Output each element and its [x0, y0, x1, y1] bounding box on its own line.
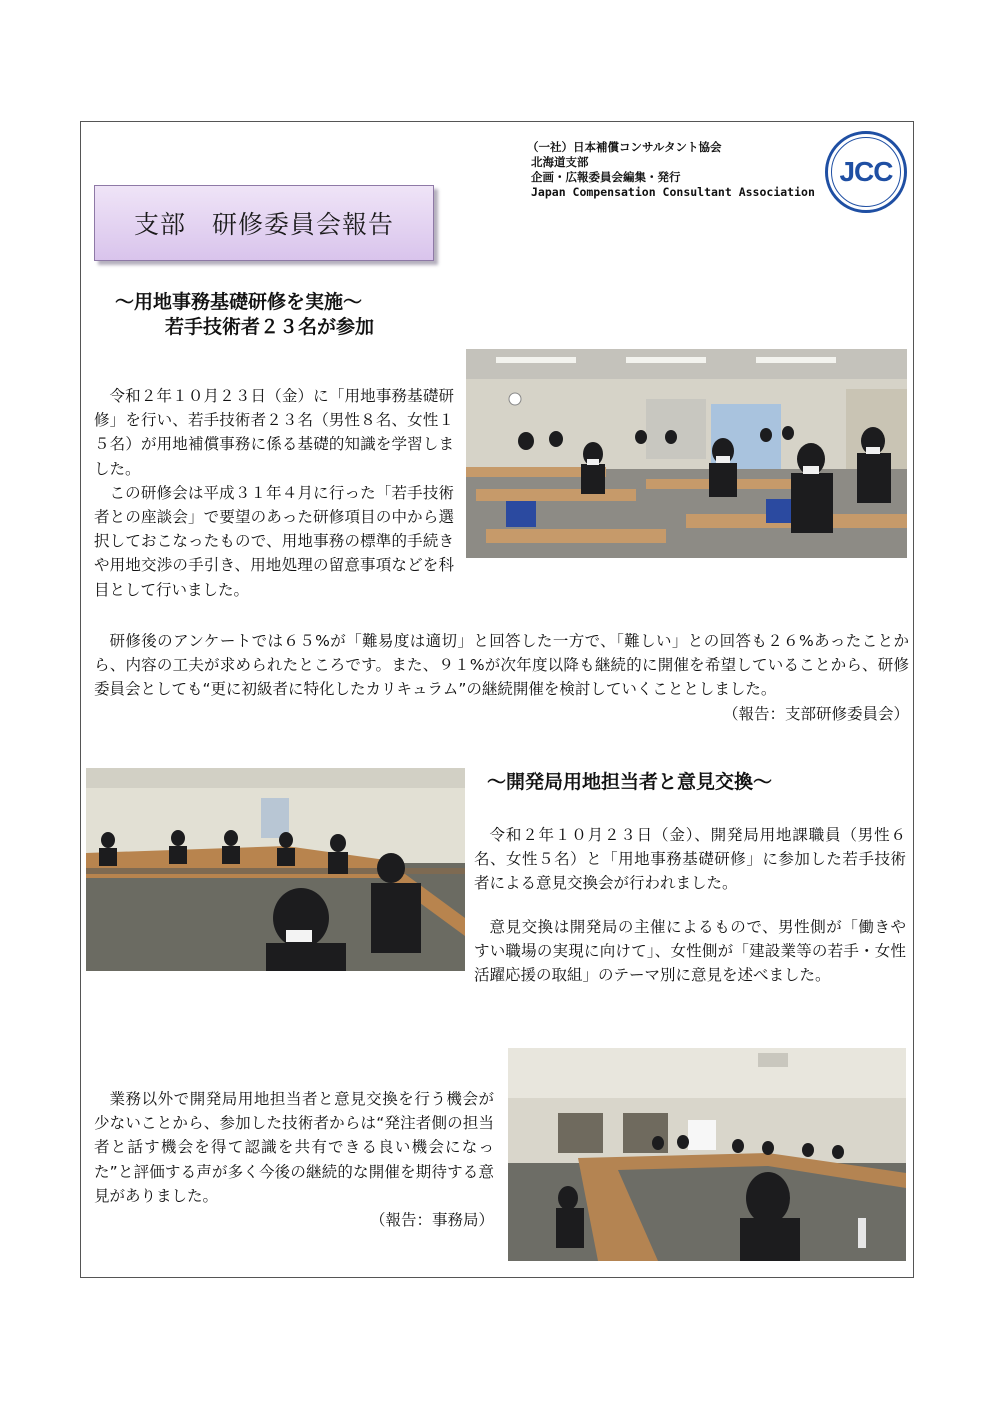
- article1-headline: [115, 290, 495, 340]
- meeting-room-photo: [508, 1048, 906, 1261]
- article1-headline-line1: ～用地事務基礎研修を実施～: [115, 291, 363, 313]
- article1-para1: 令和２年１０月２３日（金）に「用地事務基礎研修」を行い、若手技術者２３名（男性８名、女性１５名）が用地補償事務に係る基礎的知識を学習しました。: [94, 387, 454, 478]
- exchange-meeting-photo: [86, 768, 465, 971]
- publisher-line: 北海道支部: [531, 155, 589, 169]
- jcc-logo-text: JCC: [831, 137, 901, 207]
- article1-para2: この研修会は平成３１年４月に行った「若手技術者との座談会」で要望のあった研修項目の中から選択しておこなったもので、用地事務の標準的手続きや用地交渉の手引き、用地処理の留意事項などを科目として行いました。: [94, 483, 454, 599]
- article1-survey-text: [94, 629, 909, 726]
- article2-report-credit: （報告：事務局）: [369, 1211, 494, 1230]
- article2-para1: 令和２年１０月２３日（金）、開発局用地課職員（男性６名、女性５名）と「用地事務基礎研修」に参加した若手技術者による意見交換会が行われました。: [474, 826, 906, 893]
- article2-para3: 業務以外で開発局用地担当者と意見交換を行う機会が少ないことから、参加した技術者からは“発注者側の担当者と話す機会を得て認識を共有できる良い機会になった”と評価する声が多く今後の継続的な開催を期待する意見がありました。: [94, 1090, 494, 1205]
- publisher-line: （一社）日本補償コンサルタント協会: [527, 140, 722, 154]
- jcc-logo: [825, 131, 907, 213]
- publisher-line: Japan Compensation Consultant Association: [531, 185, 815, 199]
- article1-intro-text: [94, 384, 454, 602]
- article2-feedback-text: [94, 1087, 494, 1232]
- article2-intro-text: [474, 823, 906, 896]
- article2-headline: ～開発局用地担当者と意見交換～: [487, 771, 773, 793]
- publisher-line: 企画・広報委員会編集・発行: [531, 170, 681, 184]
- publisher-block: [527, 140, 827, 200]
- section-title: 支部 研修委員会報告: [94, 185, 434, 261]
- article1-headline-line2: 若手技術者２３名が参加: [165, 316, 375, 338]
- article2-para2: 意見交換は開発局の主催によるもので、男性側が「働きやすい職場の実現に向けて」、女性側が「建設業等の若手・女性活躍応援の取組」のテーマ別に意見を述べました。: [474, 918, 906, 985]
- article1-report-credit: （報告：支部研修委員会）: [722, 704, 909, 723]
- article1-para3: 研修後のアンケートでは６５%が「難易度は適切」と回答した一方で、「難しい」との回答も２６%あったことから、内容の工夫が求められたところです。また、９１%が次年度以降も継続的に開催を希望していることから、研修委員会としても“更に初級者に特化したカリキュラム”の継続開催を検討していくこととしました。: [94, 632, 909, 699]
- article2-theme-text: [474, 915, 906, 988]
- training-session-photo: [466, 349, 907, 558]
